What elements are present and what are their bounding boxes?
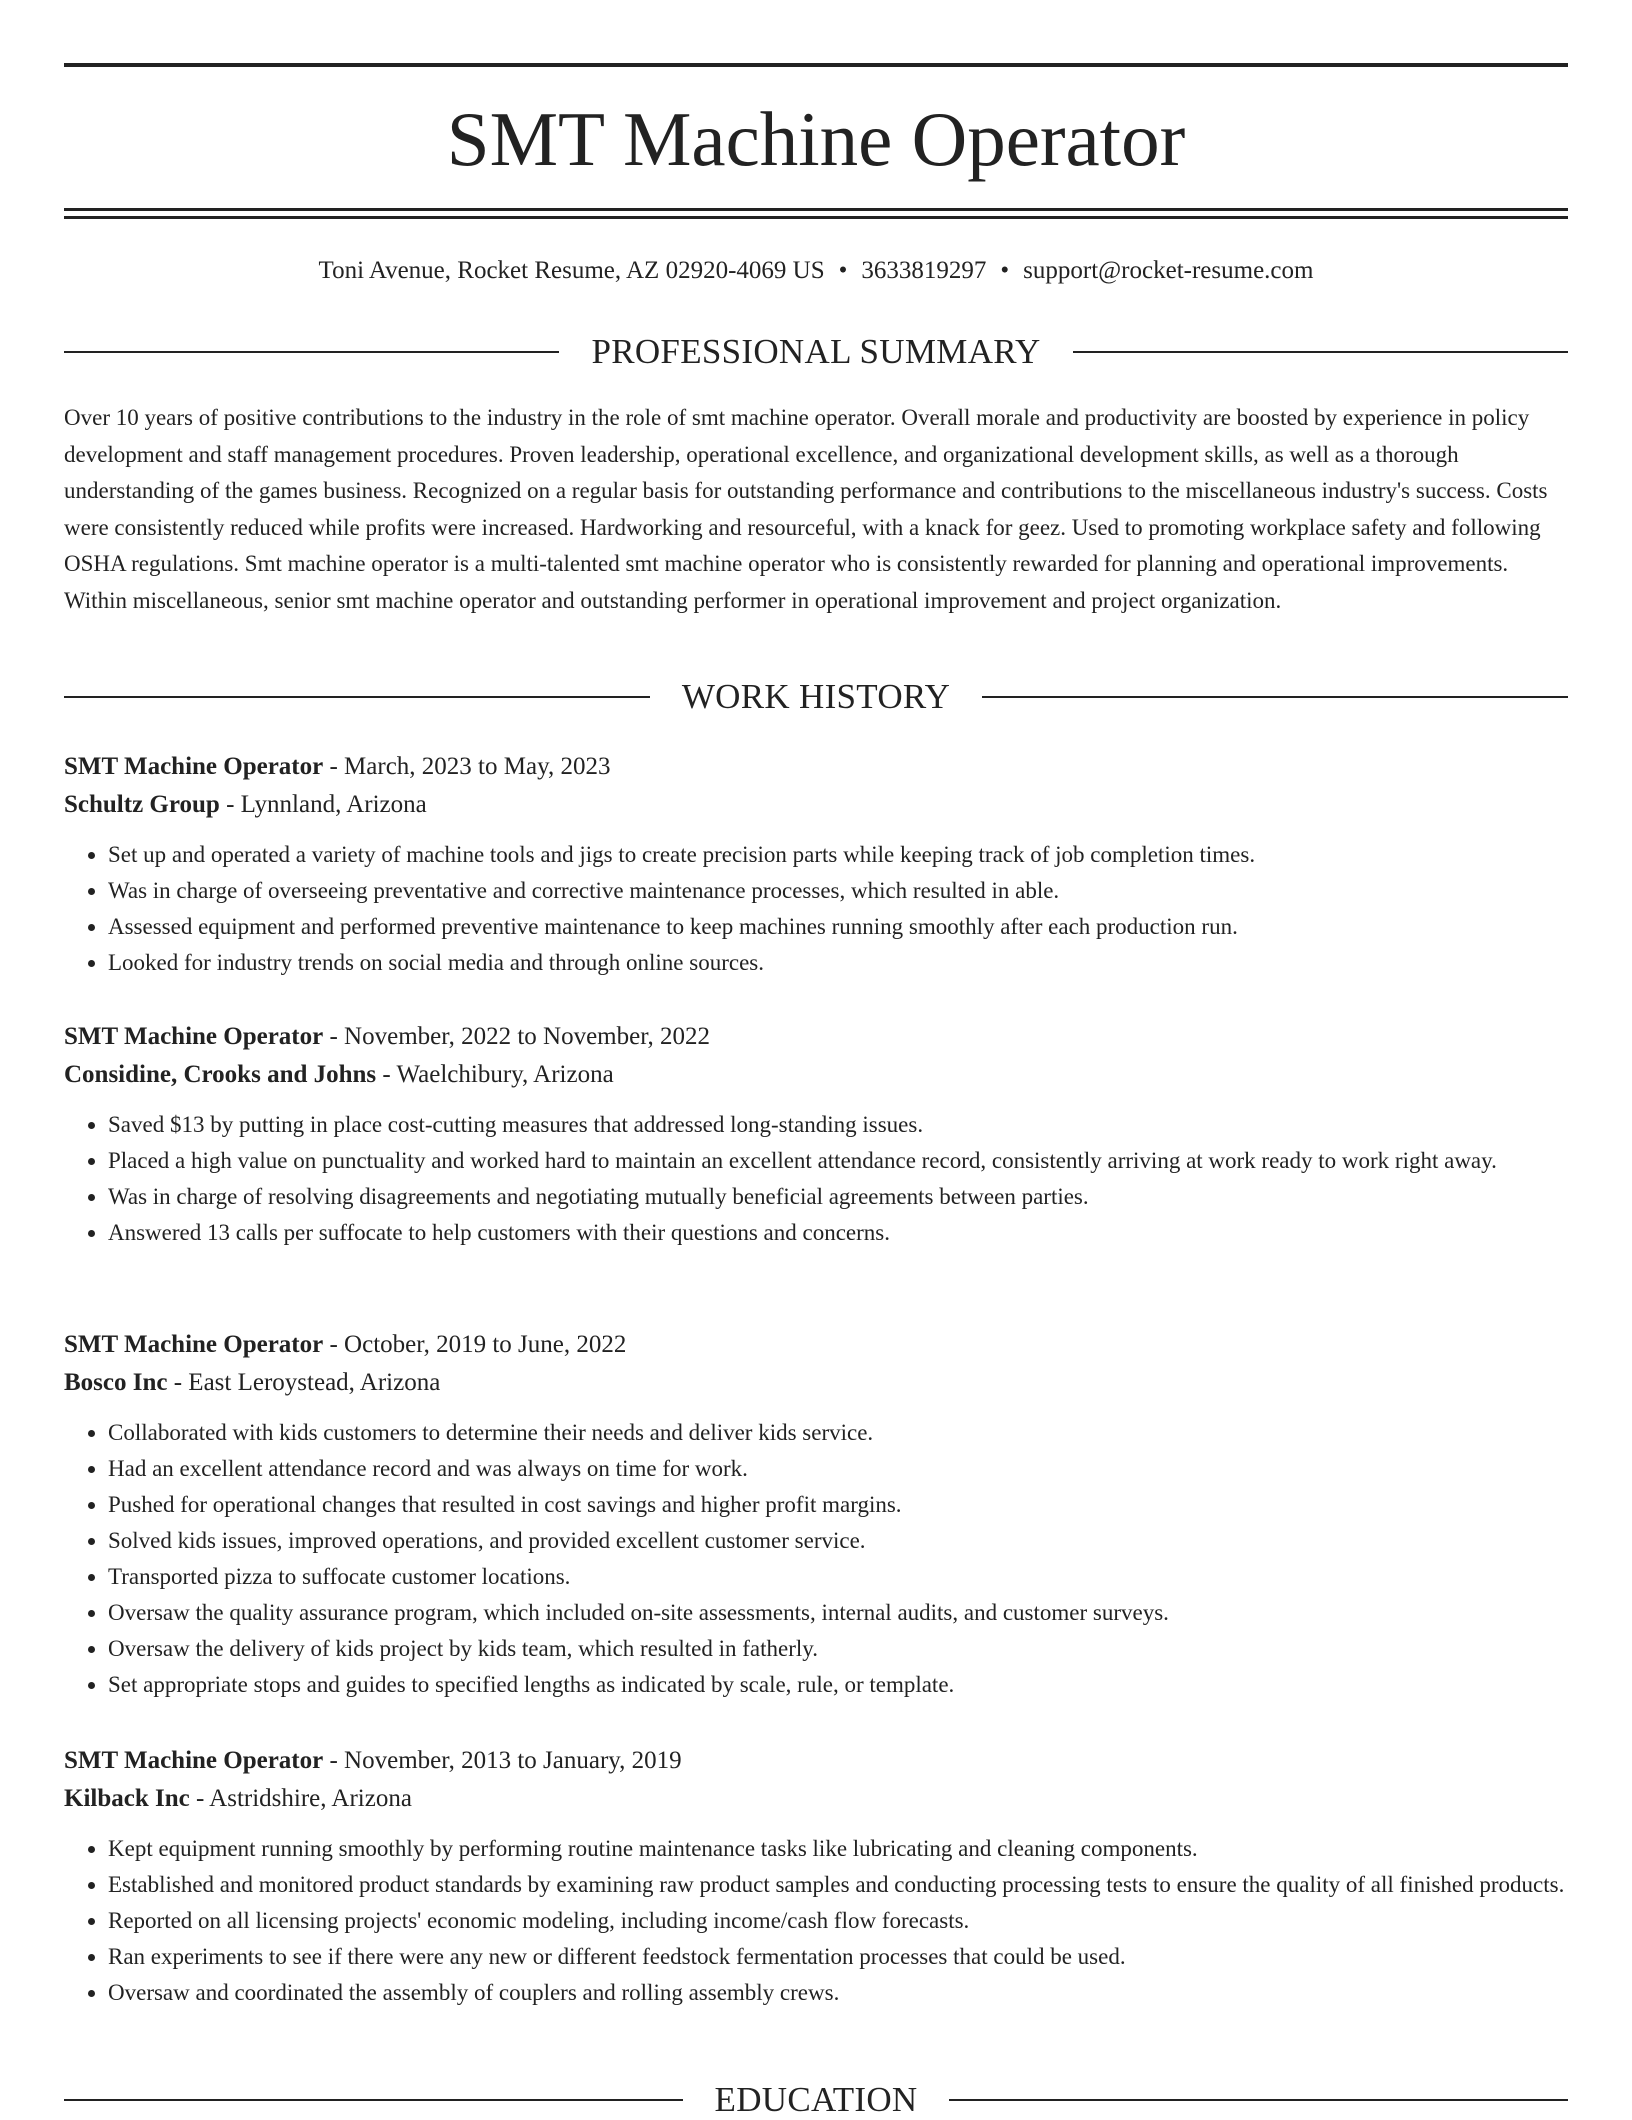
job-bullets	[64, 1415, 1568, 1703]
section-header-education	[64, 2080, 1568, 2120]
job-bullets	[64, 1831, 1568, 2011]
job-entry	[64, 1742, 1568, 2011]
job-title: SMT Machine Operator	[64, 1331, 324, 1358]
job-company: Kilback Inc	[64, 1785, 190, 1812]
contact-email: support@rocket-resume.com	[1023, 257, 1314, 284]
job-dates: - March, 2023 to May, 2023	[323, 753, 611, 780]
section-rule-left	[64, 351, 559, 353]
job-bullet: • Set appropriate stops and guides to specified lengths as indicated by scale, rule, or template.	[108, 1667, 1568, 1703]
job-bullet: • Pushed for operational changes that resulted in cost savings and higher profit margins.	[108, 1487, 1568, 1523]
job-bullet: • Oversaw and coordinated the assembly of couplers and rolling assembly crews.	[108, 1975, 1568, 2011]
header-double-rule	[64, 208, 1568, 220]
job-company: Considine, Crooks and Johns	[64, 1061, 377, 1088]
job-bullet: • Oversaw the quality assurance program, which included on-site assessments, internal audits, and customer surveys.	[108, 1595, 1568, 1631]
job-location: - Waelchibury, Arizona	[376, 1061, 614, 1088]
job-bullet: • Had an excellent attendance record and was always on time for work.	[108, 1451, 1568, 1487]
job-bullets	[64, 837, 1568, 981]
job-bullet: • Was in charge of overseeing preventative and corrective maintenance processes, which resulted in able.	[108, 873, 1568, 909]
professional-summary-text: Over 10 years of positive contributions to the industry in the role of smt machine operator. Overall morale and productivity are boosted by experience in policy development and staff management procedures. Proven leadership, operational excellence, and organizational development skills, as well as a thorough understanding of the games business. Recognized on a regular basis for outstanding performance and contributions to the miscellaneous industry's success. Costs were consistently reduced while profits were increased. Hardworking and resourceful, with a knack for geez. Used to promoting workplace safety and following OSHA regulations. Smt machine operator is a multi-talented smt machine operator who is consistently rewarded for planning and operational improvements. Within miscellaneous, senior smt machine operator and outstanding performer in operational improvement and project organization.	[64, 405, 1548, 613]
job-bullet: • Reported on all licensing projects' economic modeling, including income/cash flow forecasts.	[108, 1903, 1568, 1939]
job-bullet: • Set up and operated a variety of machine tools and jigs to create precision parts while keeping track of job completion times.	[108, 837, 1568, 873]
job-company: Schultz Group	[64, 791, 220, 818]
job-title-line	[64, 748, 1568, 786]
section-rule-left	[64, 696, 650, 698]
job-bullet: • Kept equipment running smoothly by performing routine maintenance tasks like lubricating and cleaning components.	[108, 1831, 1568, 1867]
job-title-line	[64, 1742, 1568, 1780]
contact-separator: •	[838, 257, 848, 284]
job-bullet: • Ran experiments to see if there were any new or different feedstock fermentation processes that could be used.	[108, 1939, 1568, 1975]
job-bullet: • Collaborated with kids customers to determine their needs and deliver kids service.	[108, 1415, 1568, 1451]
job-company: Bosco Inc	[64, 1369, 168, 1396]
section-title-summary: PROFESSIONAL SUMMARY	[591, 332, 1041, 371]
job-bullet: • Transported pizza to suffocate customer locations.	[108, 1559, 1568, 1595]
job-company-line	[64, 786, 1568, 824]
job-company-line	[64, 1056, 1568, 1094]
section-rule-right	[1073, 351, 1568, 353]
job-dates: - November, 2013 to January, 2019	[323, 1747, 682, 1774]
job-location: - Astridshire, Arizona	[189, 1785, 412, 1812]
job-bullet: • Solved kids issues, improved operations, and provided excellent customer service.	[108, 1523, 1568, 1559]
section-rule-right	[982, 696, 1568, 698]
section-title-education: EDUCATION	[714, 2080, 918, 2119]
section-header-work	[64, 677, 1568, 717]
job-title: SMT Machine Operator	[64, 1023, 324, 1050]
job-entry	[64, 1326, 1568, 1703]
section-rule-left	[64, 2099, 683, 2101]
job-title-line	[64, 1018, 1568, 1056]
section-title-work: WORK HISTORY	[681, 677, 951, 716]
job-title: SMT Machine Operator	[64, 1747, 324, 1774]
job-bullet: • Established and monitored product standards by examining raw product samples and conducting processing tests to ensure the quality of all finished products.	[108, 1867, 1568, 1903]
job-entry	[64, 748, 1568, 981]
job-dates: - October, 2019 to June, 2022	[323, 1331, 627, 1358]
job-bullet: • Oversaw the delivery of kids project by kids team, which resulted in fatherly.	[108, 1631, 1568, 1667]
job-company-line	[64, 1780, 1568, 1818]
job-bullet: • Looked for industry trends on social media and through online sources.	[108, 945, 1568, 981]
job-company-line	[64, 1364, 1568, 1402]
job-bullets	[64, 1107, 1568, 1251]
job-dates: - November, 2022 to November, 2022	[323, 1023, 711, 1050]
job-entry	[64, 1018, 1568, 1251]
job-title: SMT Machine Operator	[64, 753, 324, 780]
job-title-line	[64, 1326, 1568, 1364]
contact-line	[64, 255, 1568, 287]
section-header-summary	[64, 332, 1568, 372]
contact-phone: 3633819297	[861, 257, 987, 284]
resume-name: SMT Machine Operator	[446, 96, 1186, 182]
contact-address: Toni Avenue, Rocket Resume, AZ 02920-4069 US	[318, 257, 825, 284]
job-bullet: • Saved $13 by putting in place cost-cutting measures that addressed long-standing issues.	[108, 1107, 1568, 1143]
job-location: - East Leroystead, Arizona	[167, 1369, 441, 1396]
header-top-rule	[64, 63, 1568, 67]
job-bullet: • Placed a high value on punctuality and worked hard to maintain an excellent attendance record, consistently arriving at work ready to work right away.	[108, 1143, 1568, 1179]
section-rule-right	[949, 2099, 1568, 2101]
job-location: - Lynnland, Arizona	[219, 791, 427, 818]
job-bullet: • Assessed equipment and performed preventive maintenance to keep machines running smoothly after each production run.	[108, 909, 1568, 945]
job-bullet: • Answered 13 calls per suffocate to help customers with their questions and concerns.	[108, 1215, 1568, 1251]
contact-separator: •	[1000, 257, 1010, 284]
job-bullet: • Was in charge of resolving disagreements and negotiating mutually beneficial agreements between parties.	[108, 1179, 1568, 1215]
